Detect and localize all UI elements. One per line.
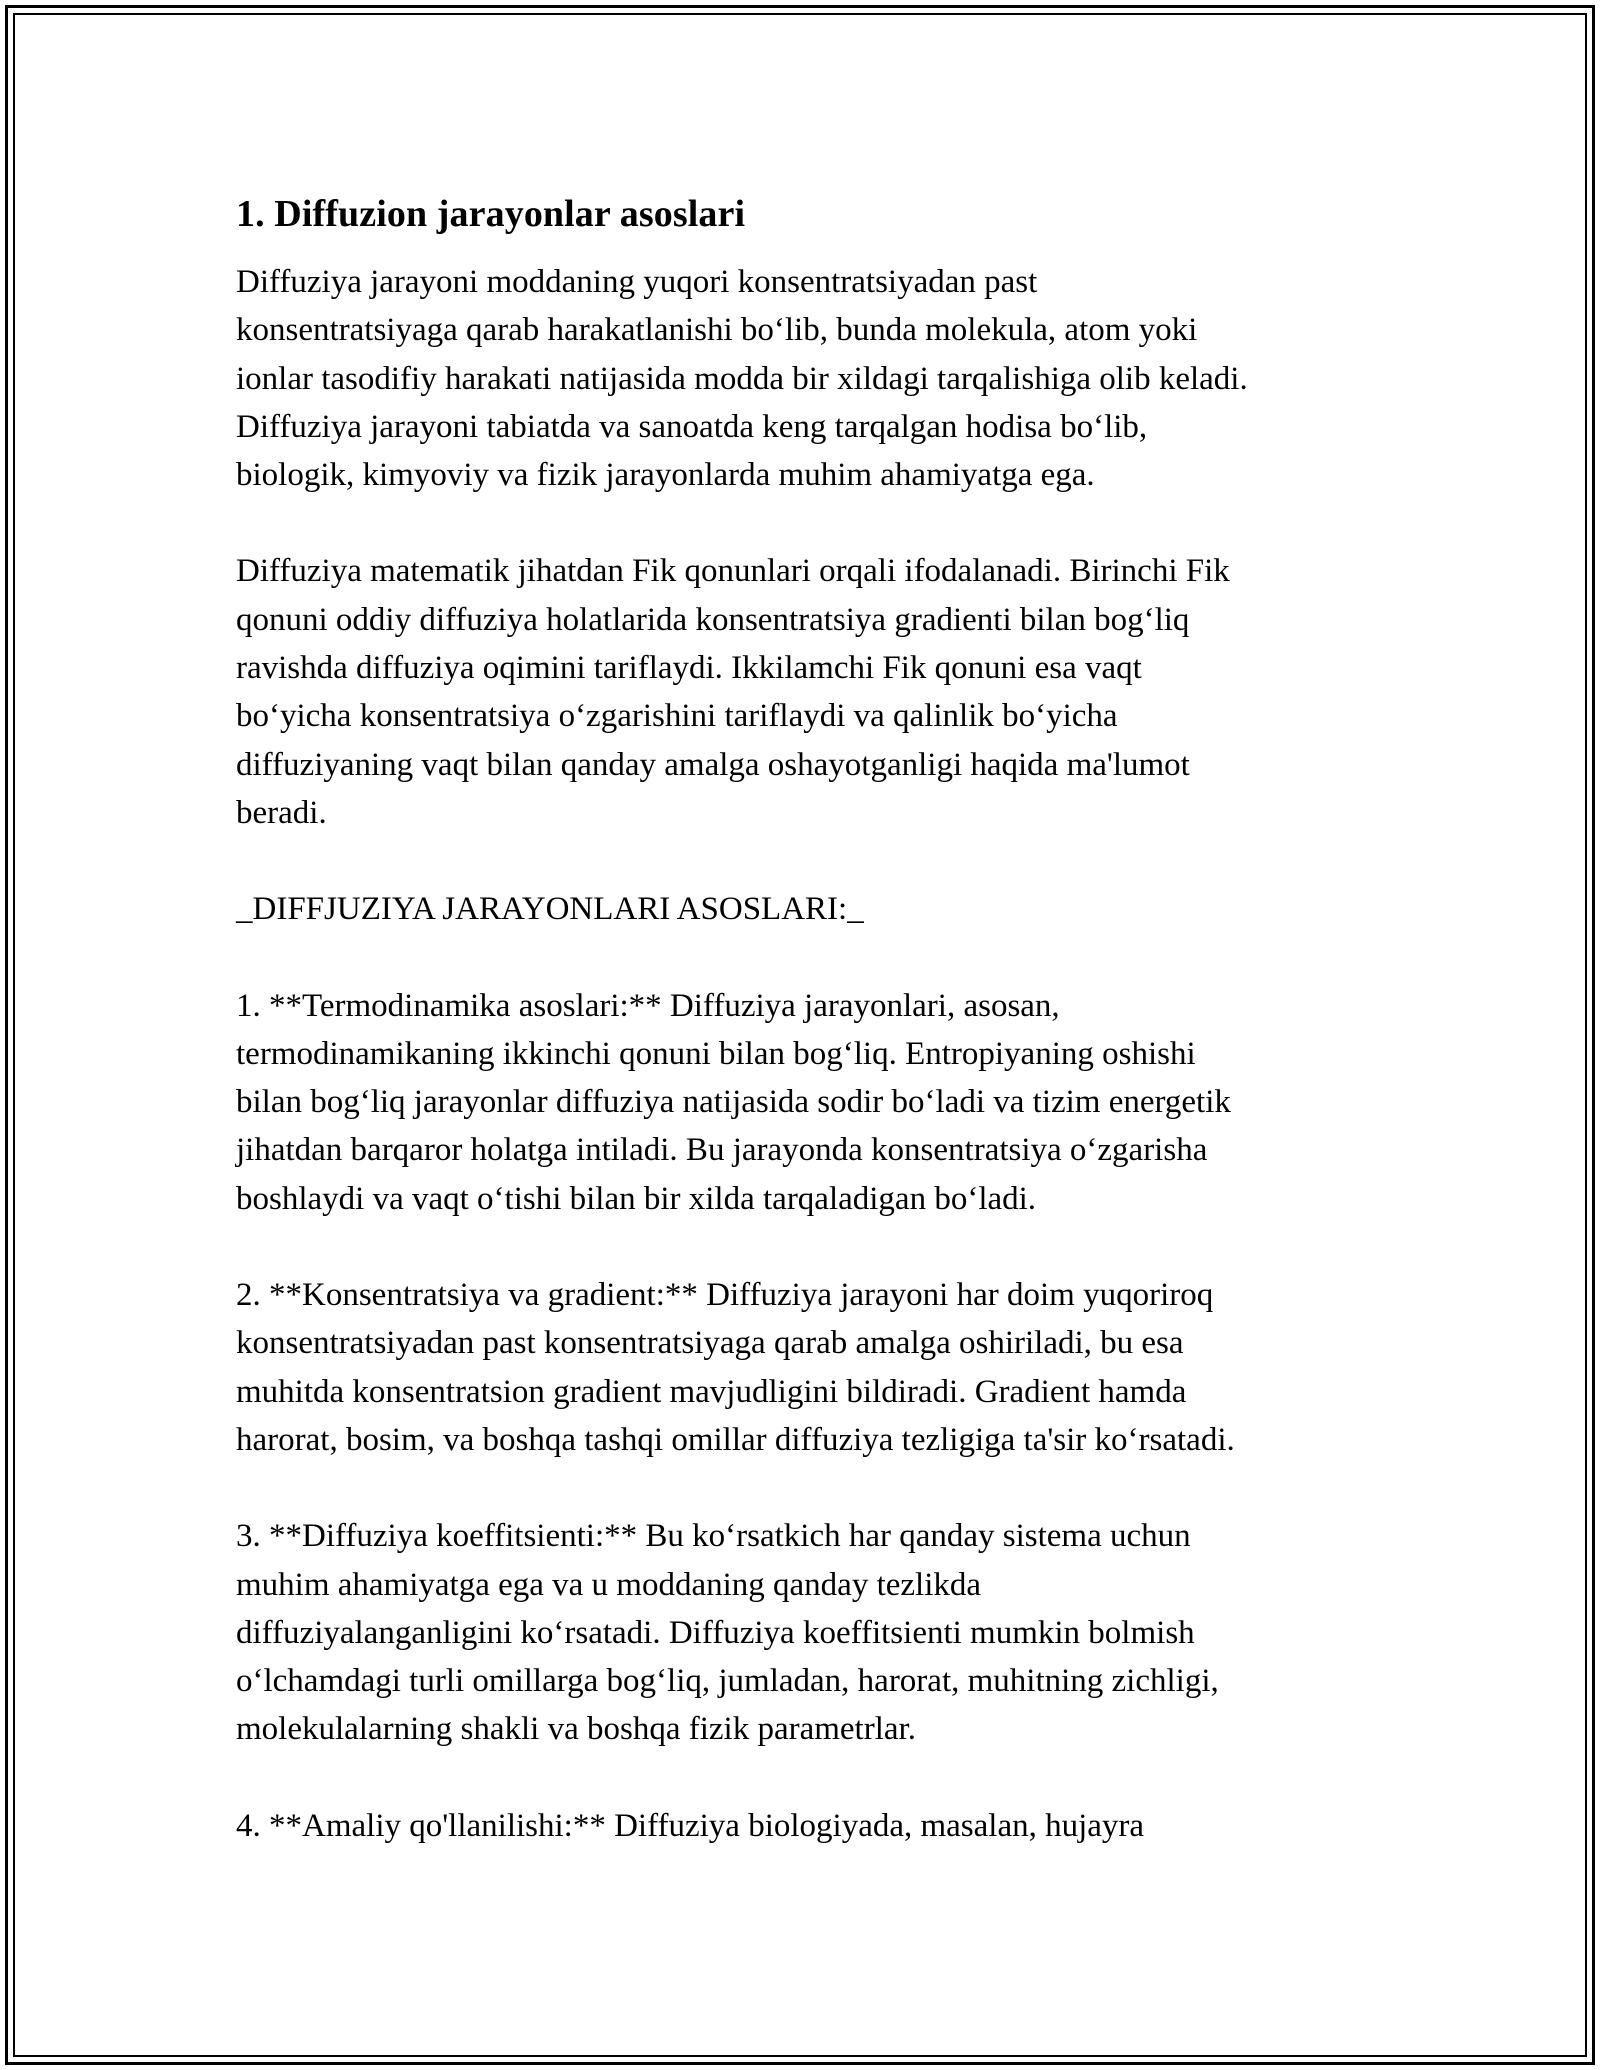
text-line: muhim ahamiyatga ega va u moddaning qanday tezlikda bbox=[236, 1566, 982, 1603]
text-line: jihatdan barqaror holatga intiladi. Bu jarayonda konsentratsiya o‘zgarisha bbox=[236, 1132, 1208, 1169]
text-line: Diffuziya jarayoni moddaning yuqori konsentratsiyadan past bbox=[236, 264, 1038, 300]
text-line: bo‘yicha konsentratsiya o‘zgarishini tariflaydi va qalinlik bo‘yicha bbox=[236, 698, 1118, 735]
text-line: qonuni oddiy diffuziya holatlarida konsentratsiya gradienti bilan bog‘liq bbox=[236, 601, 1190, 638]
text-line: biologik, kimyoviy va fizik jarayonlarda muhim ahamiyatga ega. bbox=[236, 457, 1095, 494]
paragraph-intro bbox=[236, 258, 1386, 499]
text-line: diffuziyaning vaqt bilan qanday amalga oshayotganligi haqida ma'lumot bbox=[236, 746, 1190, 783]
list-item-thermodynamics bbox=[236, 982, 1386, 1223]
list-item-applications bbox=[236, 1802, 1386, 1850]
list-item-concentration-gradient bbox=[236, 1271, 1386, 1464]
text-line: beradi. bbox=[236, 794, 327, 831]
text-line: molekulalarning shakli va boshqa fizik parametrlar. bbox=[236, 1711, 916, 1748]
text-line: bilan bog‘liq jarayonlar diffuziya natijasida sodir bo‘ladi va tizim energetik bbox=[236, 1084, 1231, 1121]
text-line: 3. **Diffuziya koeffitsienti:** Bu ko‘rsatkich har qanday sistema uchun bbox=[236, 1518, 1191, 1555]
text-line: harorat, bosim, va boshqa tashqi omillar diffuziya tezligiga ta'sir ko‘rsatadi. bbox=[236, 1421, 1235, 1458]
text-line: termodinamikaning ikkinchi qonuni bilan bog‘liq. Entropiyaning oshishi bbox=[236, 1035, 1196, 1072]
paragraph-fick-laws bbox=[236, 547, 1386, 837]
text-line: o‘lchamdagi turli omillarga bog‘liq, jumladan, harorat, muhitning zichligi, bbox=[236, 1663, 1219, 1700]
text-line: muhitda konsentratsion gradient mavjudligini bildiradi. Gradient hamda bbox=[236, 1373, 1187, 1410]
text-line: Diffuziya jarayoni tabiatda va sanoatda keng tarqalgan hodisa bo‘lib, bbox=[236, 408, 1148, 445]
list-item-diffusion-coefficient bbox=[236, 1512, 1386, 1753]
text-line: ravishda diffuziya oqimini tariflaydi. Ikkilamchi Fik qonuni esa vaqt bbox=[236, 650, 1142, 687]
text-line: ionlar tasodifiy harakati natijasida modda bir xildagi tarqalishiga olib keladi. bbox=[236, 360, 1248, 397]
document-body bbox=[236, 186, 1386, 1850]
text-line: diffuziyalanganligini ko‘rsatadi. Diffuziya koeffitsienti mumkin bolmish bbox=[236, 1614, 1195, 1651]
text-line: 4. **Amaliy qo'llanilishi:** Diffuziya biologiyada, masalan, hujayra bbox=[236, 1807, 1145, 1844]
text-line: konsentratsiyadan past konsentratsiyaga qarab amalga oshiriladi, bu esa bbox=[236, 1325, 1184, 1362]
text-line: 2. **Konsentratsiya va gradient:** Diffuziya jarayoni har doim yuqoriroq bbox=[236, 1277, 1214, 1314]
text-line: konsentratsiyaga qarab harakatlanishi bo‘lib, bunda molekula, atom yoki bbox=[236, 312, 1198, 349]
text-line: Diffuziya matematik jihatdan Fik qonunlari orqali ifodalanadi. Birinchi Fik bbox=[236, 553, 1230, 590]
subheading-basics bbox=[236, 885, 1386, 933]
section-heading: 1. Diffuzion jarayonlar asoslari bbox=[236, 193, 746, 235]
text-line: _DIFFJUZIYA JARAYONLARI ASOSLARI:_ bbox=[236, 891, 864, 928]
text-line: 1. **Termodinamika asoslari:** Diffuziya jarayonlari, asosan, bbox=[236, 987, 1060, 1024]
text-line: boshlaydi va vaqt o‘tishi bilan bir xilda tarqaladigan bo‘ladi. bbox=[236, 1180, 1037, 1217]
